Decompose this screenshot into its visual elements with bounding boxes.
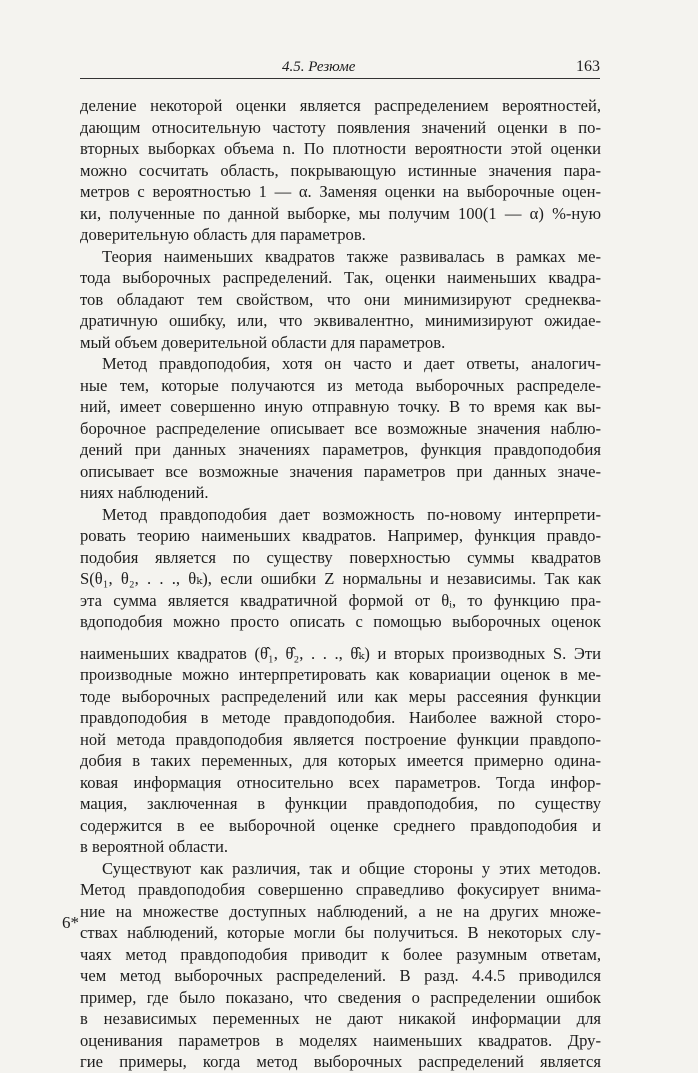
text-line: дений при данных значениях параметров, функция правдоподобия xyxy=(80,440,601,459)
running-header xyxy=(80,56,600,79)
text-line: Теория наименьших квадратов также развивалась в рамках ме- xyxy=(102,246,601,266)
text-line: ниях наблюдений. xyxy=(80,483,209,502)
text-line: ной метода правдоподобия является построение функции правдопо- xyxy=(80,729,601,749)
text-line: содержится в ее выборочной оценке среднего правдоподобия и xyxy=(80,815,601,835)
text-line: наименьших квадратов (θ̂₁, θ̂₂, . . ., θ̂ₖ) и вторых производных S. Эти xyxy=(80,643,601,663)
text-line: тода выборочных распределений. Так, оценки наименьших квадра- xyxy=(80,268,601,287)
text-line: пример, где было показано, что сведения о распределении ошибок xyxy=(80,987,601,1007)
text-line: метров с вероятностью 1 — α. Заменяя оценки на выборочные оцен- xyxy=(80,182,601,201)
text-line: ки, полученные по данной выборке, мы получим 100(1 — α) %-ную xyxy=(80,203,601,223)
text-line: ний, имеет совершенно иную отправную точку. В то время как вы- xyxy=(80,397,601,416)
text-line: добия в таких переменных, для которых имеется примерно одина- xyxy=(80,751,601,770)
text-line: гие примеры, когда метод выборочных распределений является xyxy=(80,1052,601,1071)
text-line: Существуют как различия, так и общие стороны у этих методов. xyxy=(102,858,601,878)
text-line: тов обладают тем свойством, что они минимизируют среднеква- xyxy=(80,289,601,309)
text-line: правдоподобия в методе правдоподобия. Наиболее важной сторо- xyxy=(80,708,601,727)
text-line: ковая информация относительно всех параметров. Тогда инфор- xyxy=(80,772,601,792)
text-line: описывает все возможные значения параметров при данных значе- xyxy=(80,461,601,481)
text-line: вдоподобия можно просто описать с помощью выборочных оценок xyxy=(80,612,601,631)
section-title: 4.5. Резюме xyxy=(282,59,356,75)
text-line: ние на множестве доступных наблюдений, а не на других множе- xyxy=(80,901,601,921)
text-line: в вероятной области. xyxy=(80,837,229,856)
text-line: доверительную область для параметров. xyxy=(80,225,366,244)
text-line: производные можно интерпретировать как ковариации оценок в ме- xyxy=(80,665,601,684)
text-line: S(θ₁, θ₂, . . ., θₖ), если ошибки Z нормальны и независимы. Так как xyxy=(80,569,601,588)
text-line: деление некоторой оценки является распределением вероятностей, xyxy=(80,96,601,115)
text-line: подобия является по существу поверхностью суммы квадратов xyxy=(80,547,601,567)
text-line: дратичную ошибку, или, что эквивалентно, минимизируют ожидае- xyxy=(80,311,601,330)
text-line: в независимых переменных не дают никакой информации для xyxy=(80,1009,601,1028)
text-line: оценивания параметров в моделях наименьших квадратов. Дру- xyxy=(80,1030,601,1050)
text-line: эта сумма является квадратичной формой от θᵢ, то функцию пра- xyxy=(80,590,601,610)
text-line: Метод правдоподобия, хотя он часто и дает ответы, аналогич- xyxy=(102,354,601,373)
text-line: борочное распределение описывает все возможные значения наблю- xyxy=(80,418,601,438)
text-line: вторных выборках объема n. По плотности вероятности этой оценки xyxy=(80,139,601,158)
text-line: ные тем, которые получаются из метода выборочных распределе- xyxy=(80,375,601,395)
text-line: мация, заключенная в функции правдоподобия, по существу xyxy=(80,794,601,813)
body-text xyxy=(80,95,601,1073)
signature-mark: 6* xyxy=(62,913,79,932)
page-number: 163 xyxy=(576,58,600,75)
text-line: можно сосчитать область, покрывающую истинные значения пара- xyxy=(80,160,601,180)
text-line: дающим относительную частоту появления значений оценки в по- xyxy=(80,117,601,137)
text-line: Метод правдоподобия дает возможность по-новому интерпрети- xyxy=(102,504,601,524)
text-line: мый объем доверительной области для параметров. xyxy=(80,332,446,352)
formula-spacer xyxy=(80,633,601,643)
text-line: чем метод выборочных распределений. В разд. 4.4.5 приводился xyxy=(80,966,601,985)
text-line: ствах наблюдений, которые могли бы получиться. В некоторых слу- xyxy=(80,923,601,942)
text-line: чаях метод правдоподобия приводит к более разумным ответам, xyxy=(80,944,601,964)
text-line: Метод правдоподобия совершенно справедливо фокусирует внима- xyxy=(80,880,601,899)
text-line: тоде выборочных распределений или как меры рассеяния функции xyxy=(80,686,601,706)
text-line: ровать теорию наименьших квадратов. Например, функция правдо- xyxy=(80,526,601,545)
